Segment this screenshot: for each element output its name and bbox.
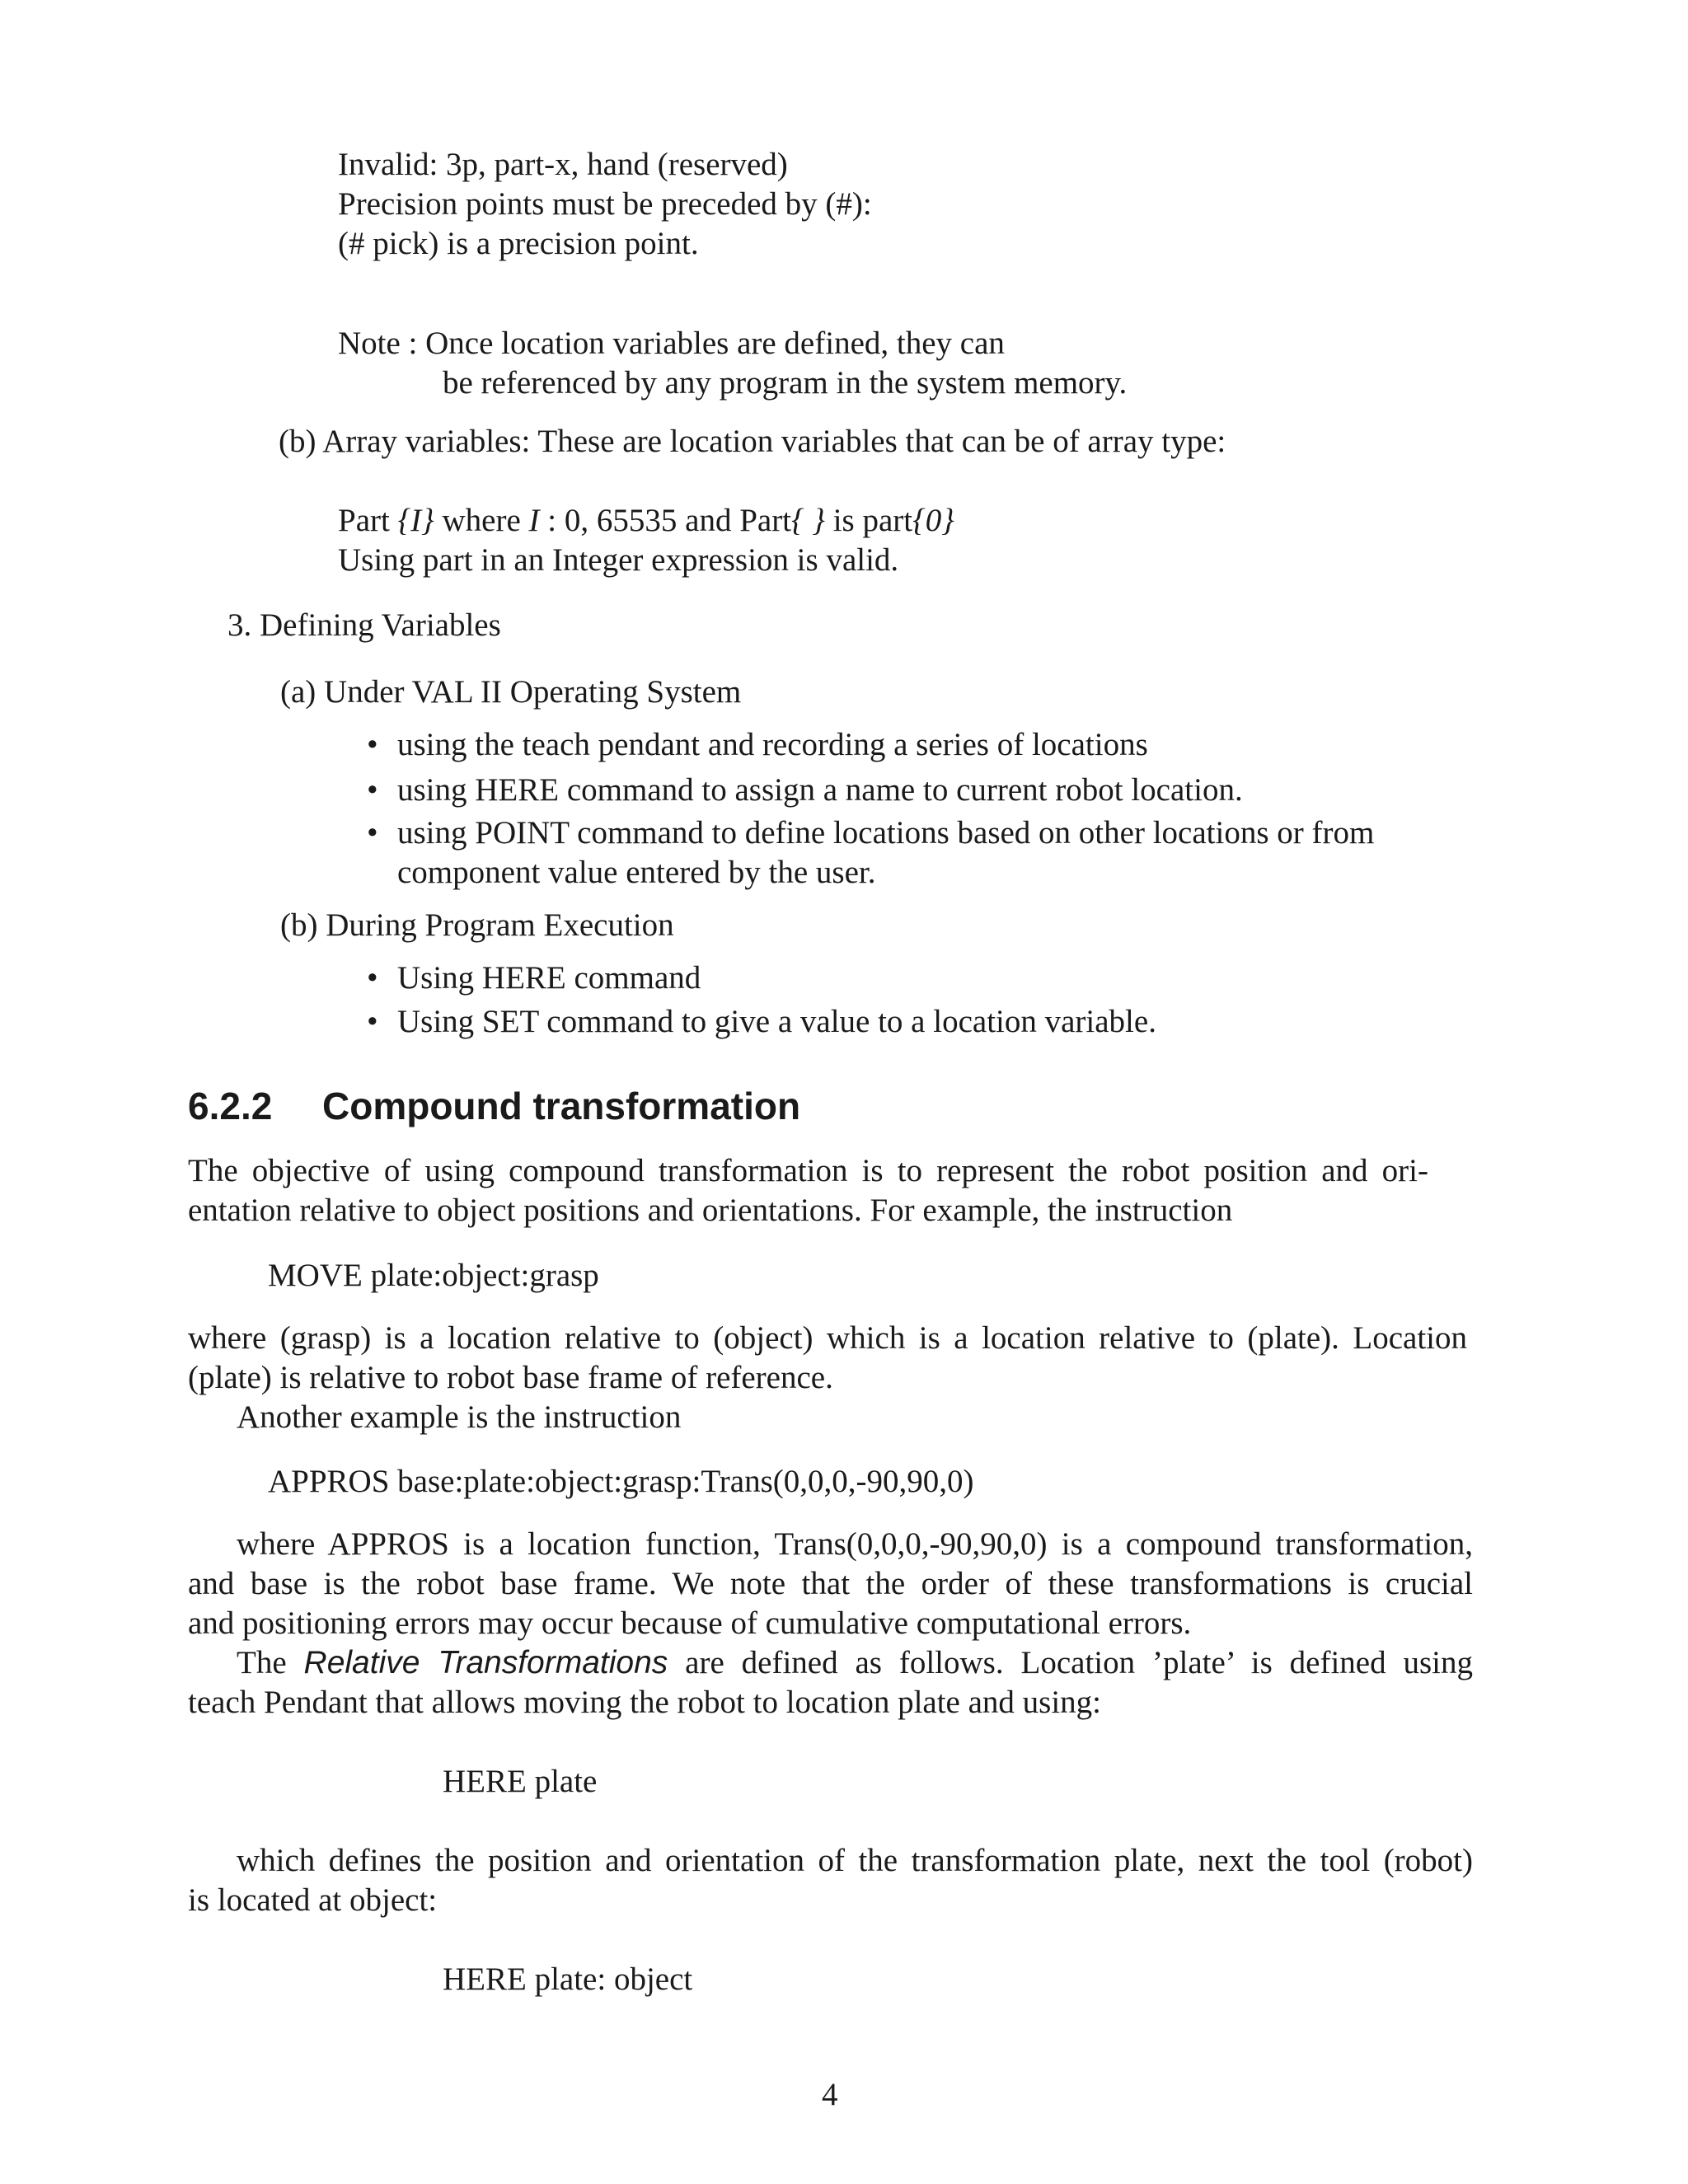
bullet-text-point-command: using POINT command to define locations based on other locations or from (397, 815, 1375, 851)
array-syntax-line: Part {I} where I : 0, 65535 and Part{ } is part{0} (338, 503, 954, 538)
paragraph-2-line-3: Another example is the instruction (237, 1399, 682, 1435)
bullet-text-here-command: using HERE command to assign a name to current robot location. (397, 772, 1243, 808)
note-line-1: Note : Once location variables are defined, they can (338, 326, 1005, 361)
relative-transformations-term: Relative Transformations (303, 1645, 668, 1680)
code-appros-instruction: APPROS base:plate:object:grasp:Trans(0,0,0,-90,90,0) (268, 1464, 974, 1499)
bullet-icon: • (367, 815, 378, 851)
precision-example-line: (# pick) is a precision point. (338, 226, 699, 261)
invalid-examples-line: Invalid: 3p, part-x, hand (reserved) (338, 147, 788, 182)
paragraph-3-line-2: and base is the robot base frame. We note that the order of these transformations is crucial (188, 1566, 1473, 1601)
program-execution-subitem: (b) During Program Execution (280, 907, 674, 943)
note-line-2: be referenced by any program in the system memory. (443, 365, 1128, 401)
paragraph-1-line-2: entation relative to object positions and orientations. For example, the instruction (188, 1193, 1233, 1228)
code-move-instruction: MOVE plate:object:grasp (268, 1258, 599, 1293)
bullet-icon: • (367, 727, 378, 762)
paragraph-5-line-2: is located at object: (188, 1882, 438, 1918)
bullet-text-teach-pendant: using the teach pendant and recording a series of locations (397, 727, 1148, 762)
paragraph-2-line-1: where (grasp) is a location relative to (object) which is a location relative to (plate). Location (188, 1320, 1467, 1356)
paragraph-1-line-1: The objective of using compound transformation is to represent the robot position and ori- (188, 1153, 1428, 1188)
code-here-plate-object: HERE plate: object (443, 1961, 693, 1997)
bullet-icon: • (367, 772, 378, 808)
paragraph-2-line-2: (plate) is relative to robot base frame of reference. (188, 1360, 833, 1395)
paragraph-5-line-1: which defines the position and orientation of the transformation plate, next the tool (robot) (237, 1843, 1473, 1878)
bullet-text-point-command-cont: component value entered by the user. (397, 855, 876, 890)
defining-variables-item: 3. Defining Variables (227, 607, 501, 643)
bullet-icon: • (367, 1004, 378, 1039)
paragraph-3-line-3: and positioning errors may occur because of cumulative computational errors. (188, 1605, 1192, 1641)
bullet-text-using-set: Using SET command to give a value to a location variable. (397, 1004, 1156, 1039)
page-number: 4 (822, 2077, 838, 2112)
paragraph-4-line-1: The Relative Transformations are defined as follows. Location ’plate’ is defined using (237, 1645, 1473, 1680)
array-usage-line: Using part in an Integer expression is valid. (338, 542, 899, 578)
precision-rule-line: Precision points must be preceded by (#): (338, 186, 872, 222)
paragraph-4-line-2: teach Pendant that allows moving the robot to location plate and using: (188, 1685, 1102, 1720)
section-heading-number: 6.2.2 (188, 1085, 273, 1127)
array-variables-line: (b) Array variables: These are location variables that can be of array type: (279, 424, 1226, 459)
code-here-plate: HERE plate (443, 1764, 598, 1799)
bullet-text-using-here: Using HERE command (397, 960, 701, 996)
bullet-icon: • (367, 960, 378, 996)
val-ii-subitem: (a) Under VAL II Operating System (280, 674, 742, 710)
paragraph-3-line-1: where APPROS is a location function, Trans(0,0,0,-90,90,0) is a compound transformation, (237, 1526, 1473, 1562)
section-heading-title: Compound transformation (322, 1085, 801, 1127)
